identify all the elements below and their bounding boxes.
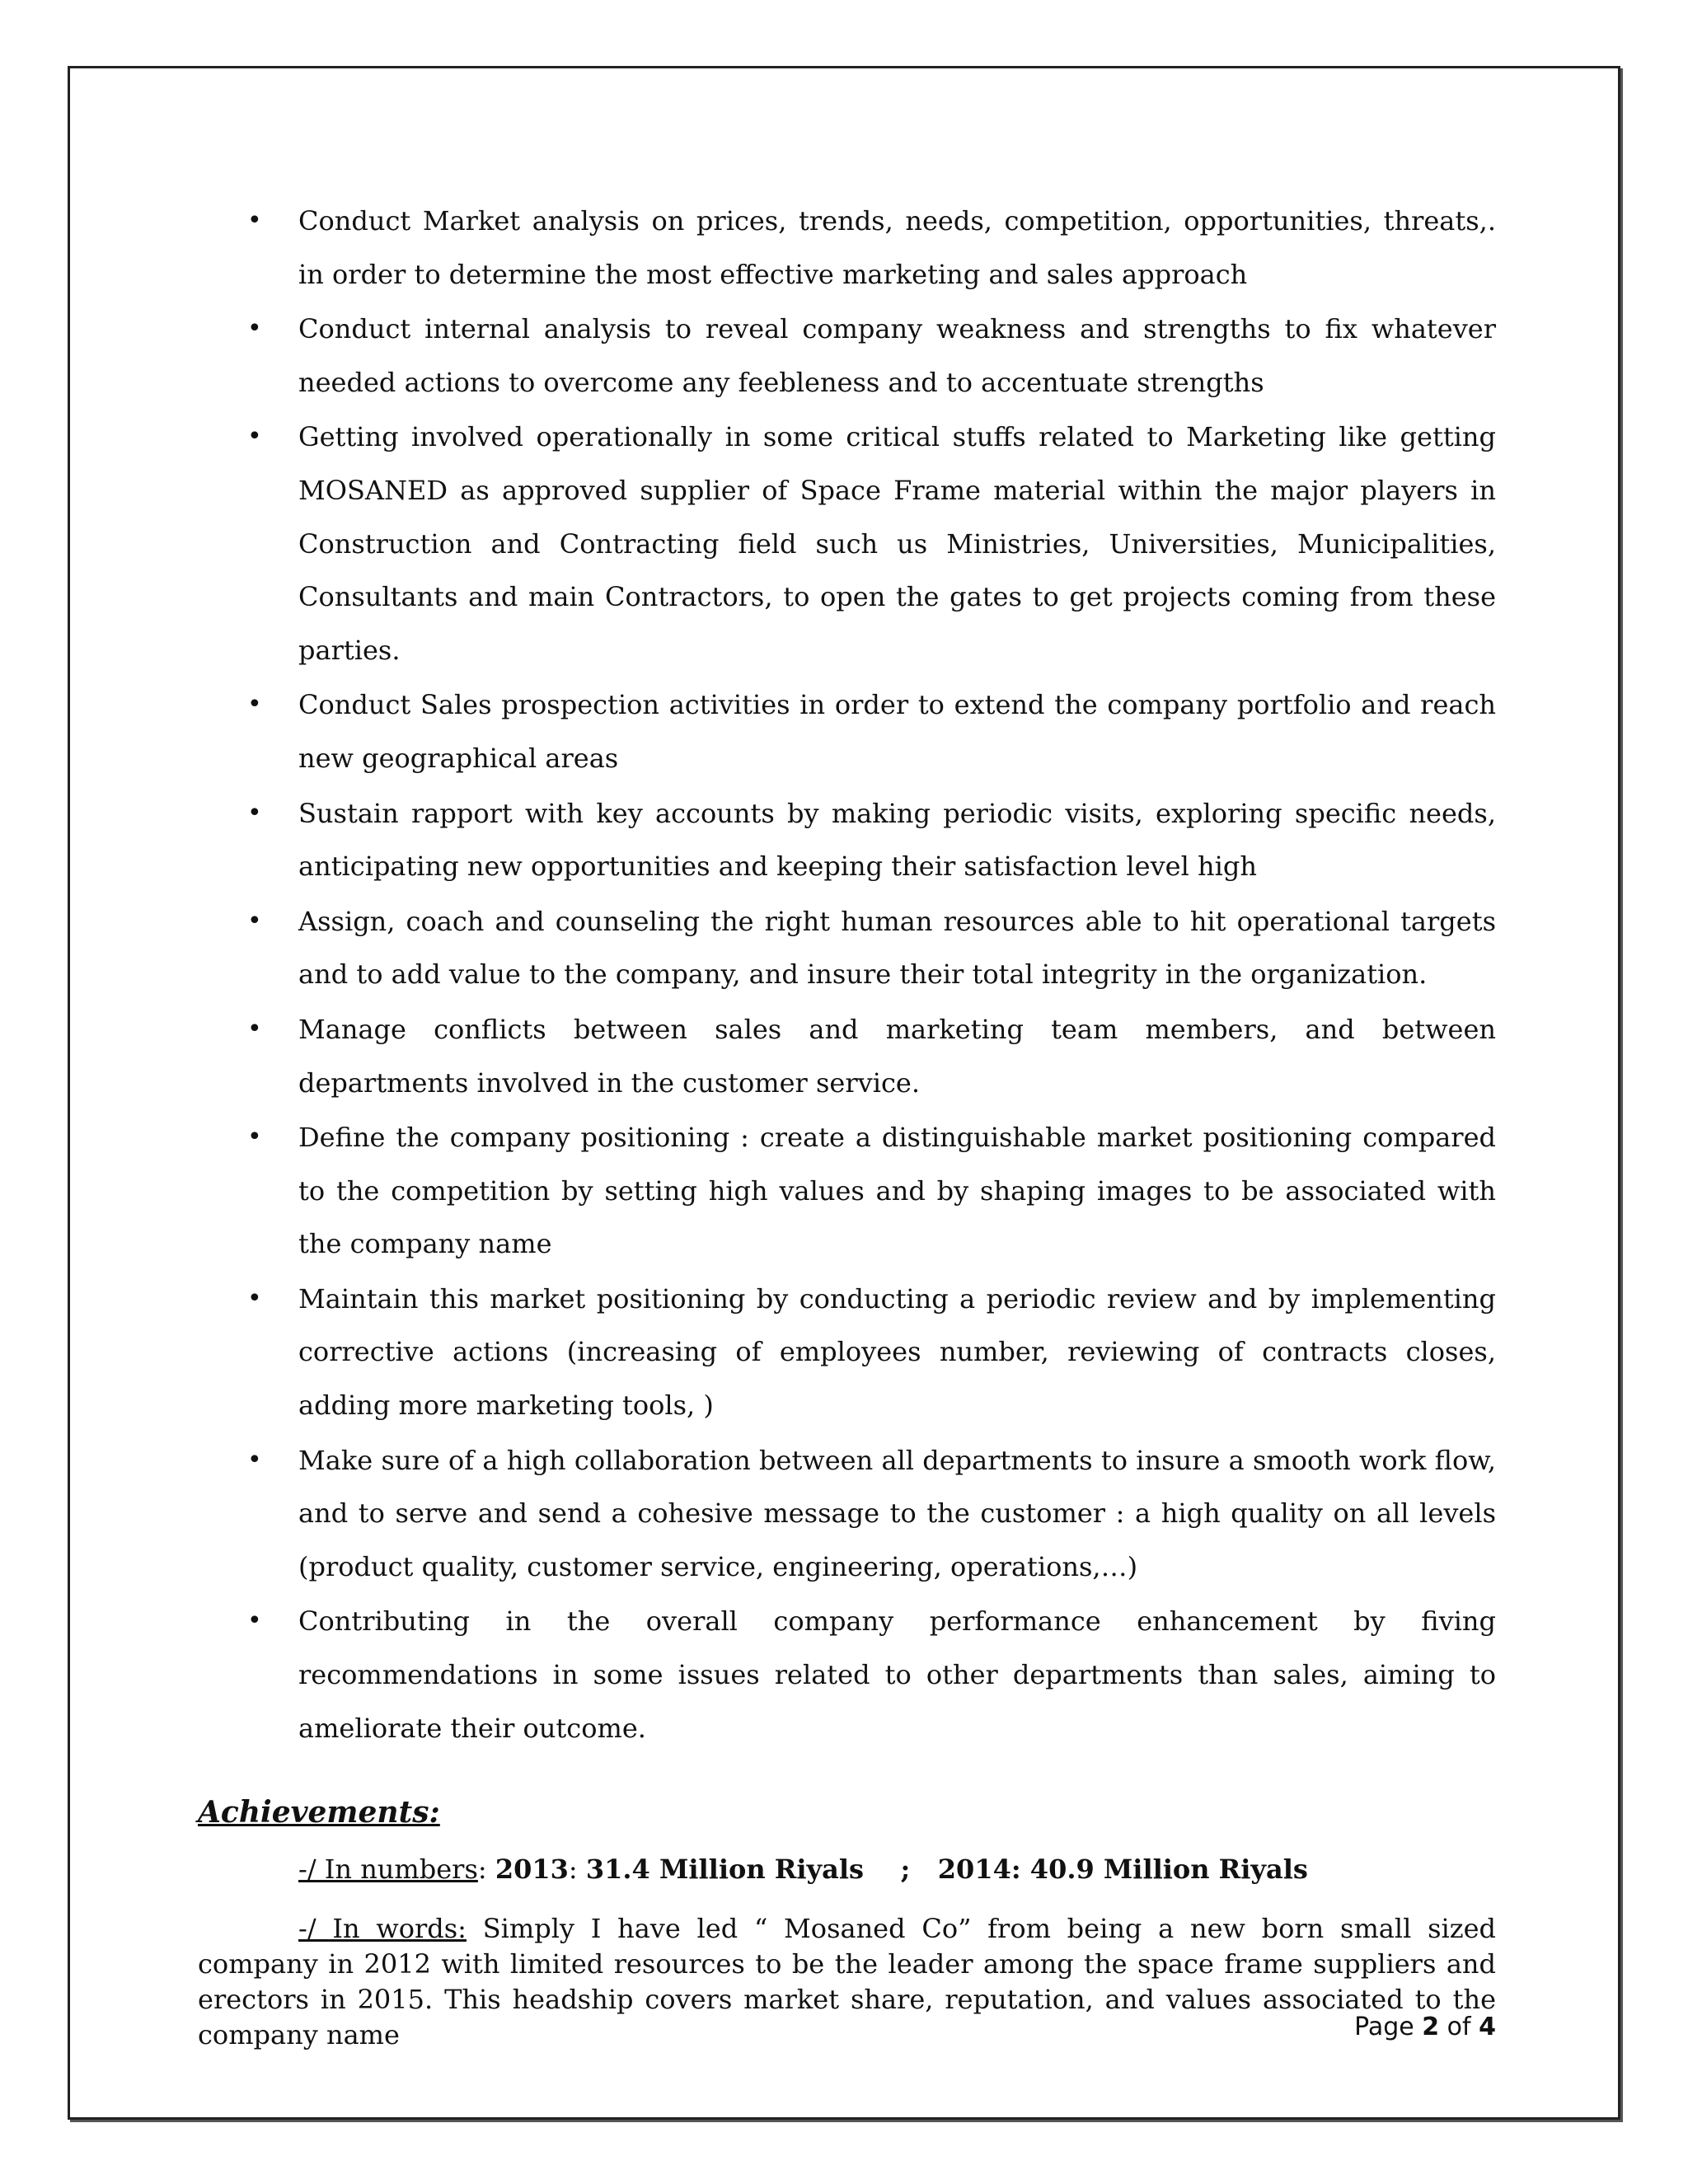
page-of: of	[1439, 2013, 1479, 2041]
list-item-text: Assign, coach and counseling the right human resources able to hit operational targets and to add value to the company, and insure their total integrity in the organization.	[298, 905, 1496, 991]
words-label: -/ In words:	[298, 1913, 467, 1945]
page-number	[1354, 2011, 1496, 2044]
bullet-icon: •	[247, 1014, 262, 1043]
bullet-icon: •	[247, 690, 262, 719]
year-2013-separator: :	[568, 1854, 586, 1886]
responsibilities-list	[198, 194, 1496, 1755]
bullet-icon: •	[247, 906, 262, 935]
achievements-words	[198, 1911, 1496, 2053]
page-total: 4	[1479, 2013, 1496, 2041]
list-item	[198, 194, 1496, 301]
achievements-heading: Achievements:	[198, 1795, 440, 1830]
value-2014: 2014: 40.9 Million Riyals	[937, 1854, 1308, 1886]
numbers-separator: ;	[863, 1854, 938, 1886]
list-item-text: Manage conflicts between sales and marketing team members, and between departments involved in the customer service.	[298, 1013, 1496, 1099]
year-2013: 2013	[495, 1854, 569, 1886]
list-item-text: Contributing in the overall company performance enhancement by fiving recommendations in some issues related to other departments than sales, aiming to ameliorate their outcome.	[298, 1605, 1496, 1744]
list-item	[198, 302, 1496, 409]
list-item-text: Sustain rapport with key accounts by making periodic visits, exploring specific needs, anticipating new opportunities and keeping their satisfaction level high	[298, 797, 1496, 883]
bullet-icon: •	[247, 422, 262, 452]
list-item-text: Maintain this market positioning by conducting a periodic review and by implementing corrective actions (increasing of employees number, reviewing of contracts closes, adding more marketing tools, )	[298, 1282, 1496, 1422]
list-item-text: Conduct internal analysis to reveal company weakness and strengths to fix whatever needed actions to overcome any feebleness and to accentuate strengths	[298, 313, 1496, 398]
list-item-text: Make sure of a high collaboration between all departments to insure a smooth work flow, and to serve and send a cohesive message to the customer : a high quality on all levels (product quality, customer service, engineering, operations,…)	[298, 1444, 1496, 1582]
bullet-icon: •	[247, 1283, 262, 1313]
words-text: Simply I have led “ Mosaned Co” from being a new born small sized company in 2012 with limited resources to be the leader among the space frame suppliers and erectors in 2015. This headship covers market share, reputation, and values associated to the company name	[198, 1913, 1497, 2051]
achievements-numbers	[198, 1849, 1496, 1890]
bullet-icon: •	[247, 1606, 262, 1636]
list-item	[198, 895, 1496, 1001]
list-item	[198, 1111, 1496, 1271]
numbers-label: -/ In numbers	[298, 1854, 478, 1886]
list-item	[198, 410, 1496, 677]
list-item-text: Conduct Market analysis on prices, trends, needs, competition, opportunities, threats,. in order to determine the most effective marketing and sales approach	[298, 205, 1496, 290]
list-item	[198, 1595, 1496, 1755]
list-item-text: Define the company positioning : create a distinguishable market positioning compared to the competition by setting high values and by shaping images to be associated with the company name	[298, 1122, 1496, 1260]
list-item	[198, 1003, 1496, 1109]
bullet-icon: •	[247, 798, 262, 827]
bullet-icon: •	[247, 206, 262, 235]
list-item	[198, 1434, 1496, 1594]
bullet-icon: •	[247, 1122, 262, 1152]
list-item	[198, 1272, 1496, 1432]
page-prefix: Page	[1354, 2013, 1423, 2041]
page-content	[198, 194, 1496, 2053]
list-item	[198, 678, 1496, 785]
list-item-text: Conduct Sales prospection activities in order to extend the company portfolio and reach new geographical areas	[298, 689, 1496, 774]
page-current: 2	[1422, 2013, 1440, 2041]
value-2013: 31.4 Million Riyals	[585, 1854, 864, 1886]
numbers-colon: :	[477, 1854, 495, 1886]
bullet-icon: •	[247, 1445, 262, 1474]
bullet-icon: •	[247, 314, 262, 344]
list-item-text: Getting involved operationally in some critical stuffs related to Marketing like getting MOSANED as approved supplier of Space Frame material within the major players in Construction and Contracting field such us Ministries, Universities, Municipalities, Consultants and main Contractors, to open the gates to get projects coming from these parties.	[298, 421, 1496, 666]
list-item	[198, 787, 1496, 893]
